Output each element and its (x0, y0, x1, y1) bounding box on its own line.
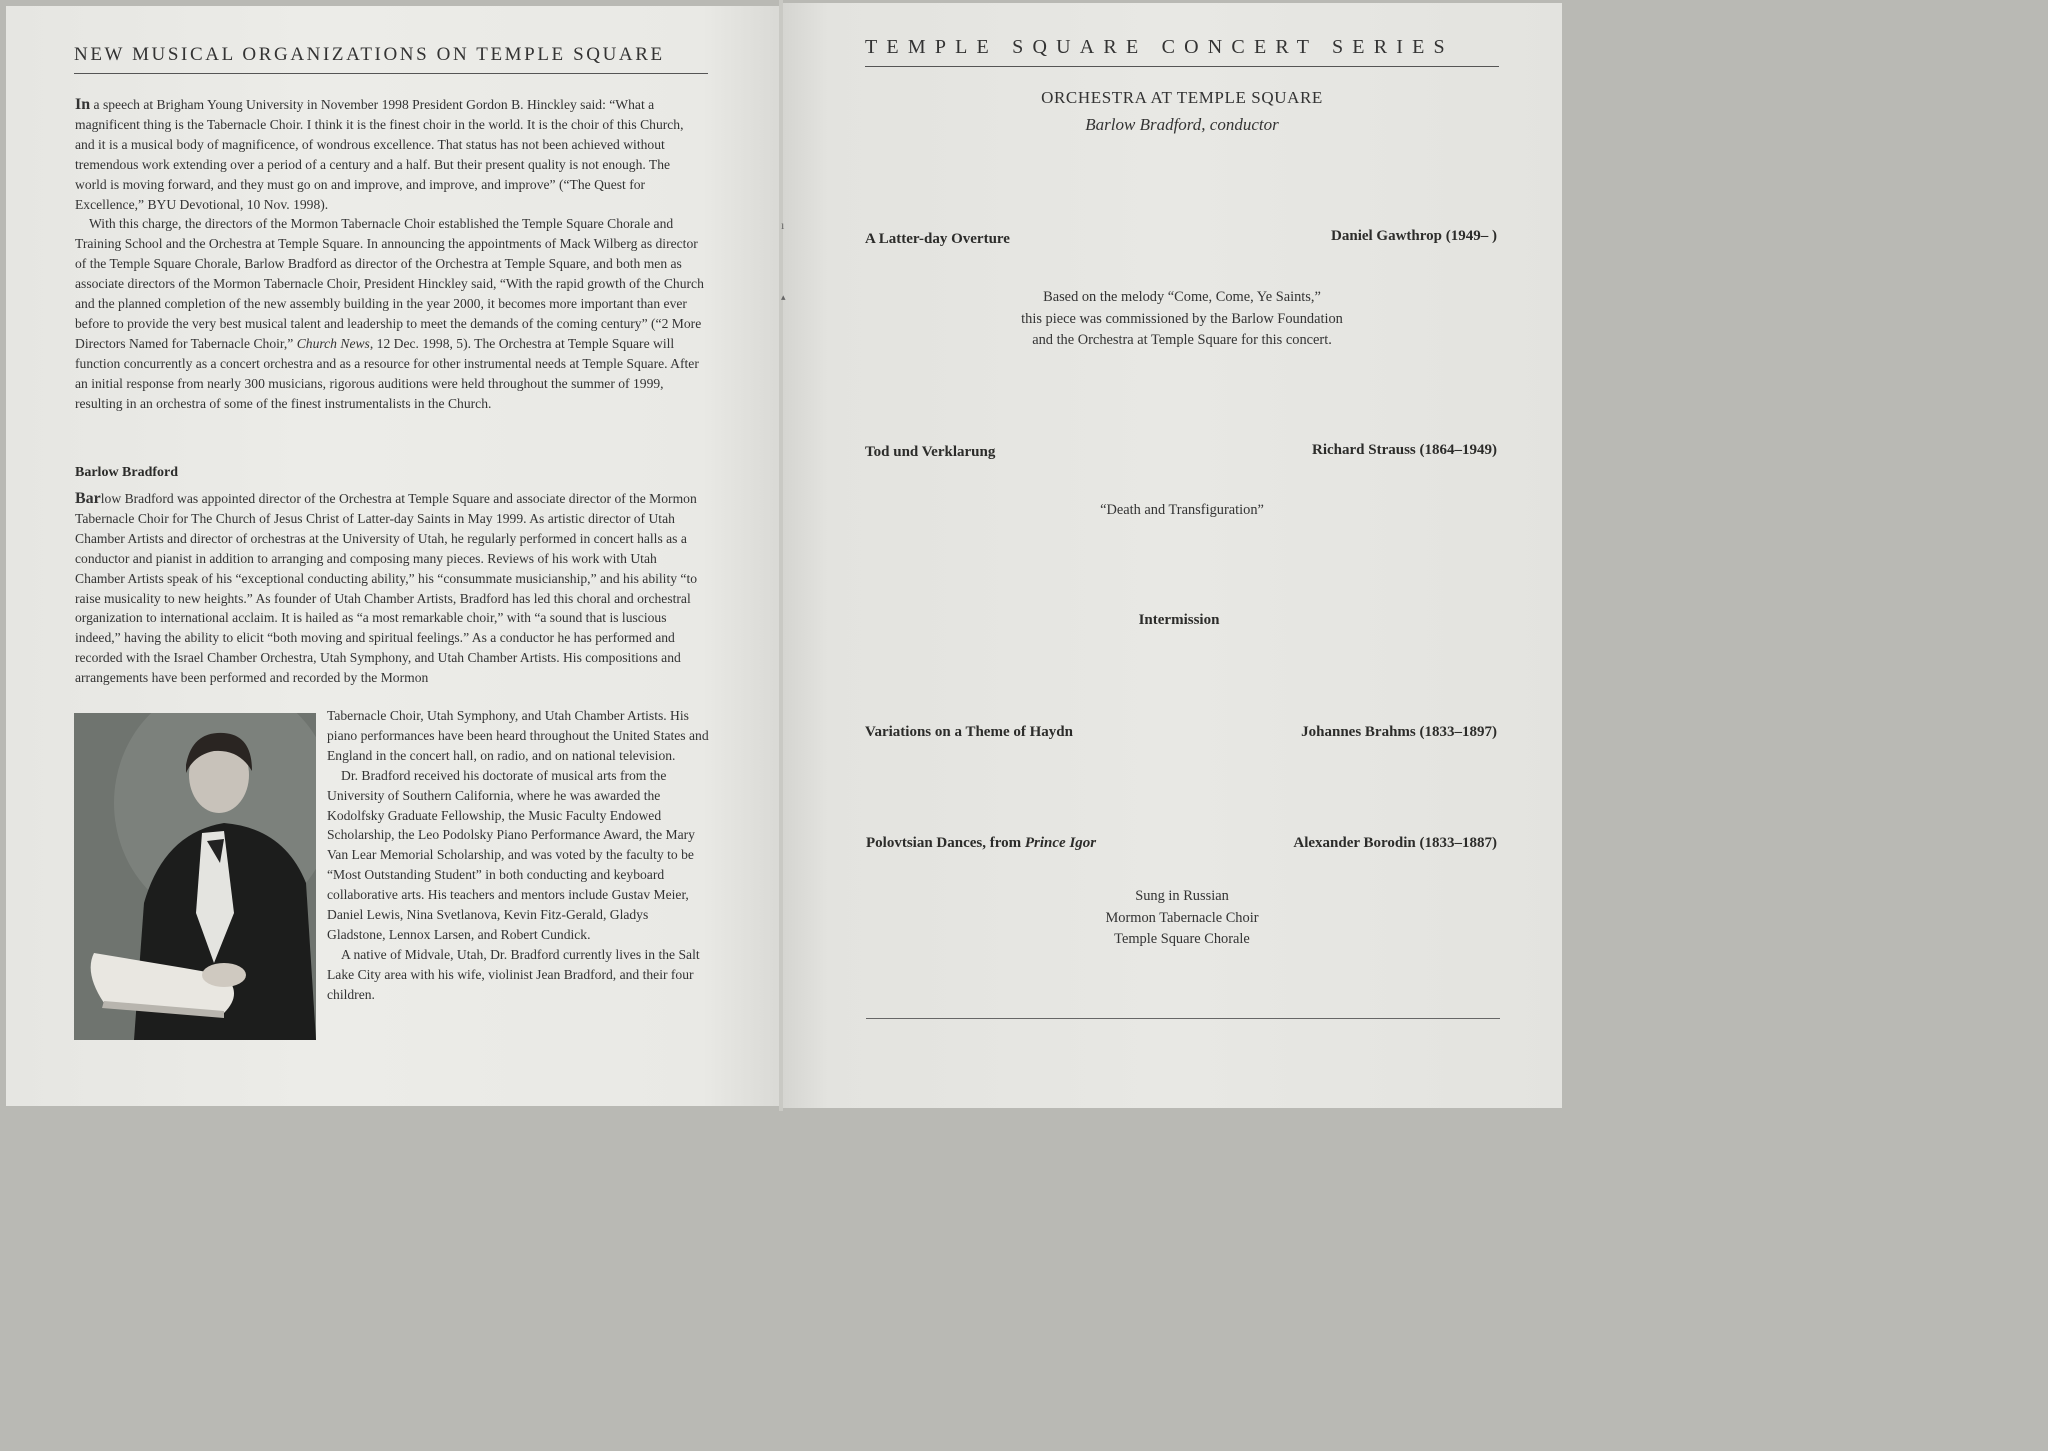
program-note-line: “Death and Transfiguration” (1100, 502, 1264, 518)
intro-paragraph-2 (75, 214, 705, 413)
intermission-label: Intermission (1138, 612, 1220, 628)
intro-paragraph-2-text-a: With this charge, the directors of the Mormon Tabernacle Choir established the Temple Square Chorale and Training School and the Orchestra at Temple Square. In announcing the appointments of Mack Wilberg as director of the Temple Square Chorale, Barlow Bradford as director of the Orchestra at Temple Square, and both men as associate directors of the Mormon Tabernacle Choir, President Hinckley said, “With the rapid growth of the Church and the planned completion of the new assembly building in the year 2000, it becomes more important than ever before to provide the very best musical talent and leadership to meet the demands of the coming century” (“2 More Directors Named for Tabernacle Choir,” (75, 216, 704, 351)
right-header-rule (865, 66, 1499, 67)
bio-paragraph-1 (75, 489, 707, 688)
program-item-title: Variations on a Theme of Haydn (865, 724, 1073, 740)
intro-text (75, 95, 705, 414)
left-header-rule (74, 73, 708, 74)
bio-dropcap: Bar (75, 490, 101, 507)
program-note-line: this piece was commissioned by the Barlow Foundation (1021, 310, 1343, 327)
program-item-notes (865, 886, 1499, 951)
page-edge-mark: ı (781, 218, 785, 232)
left-page-header: NEW MUSICAL ORGANIZATIONS ON TEMPLE SQUARE (74, 44, 665, 65)
program-item-title-italic: Prince Igor (1024, 835, 1097, 851)
bio-paragraph-1-text: low Bradford was appointed director of the Orchestra at Temple Square and associate director of the Mormon Tabernacle Choir for The Church of Jesus Christ of Latter-day Saints in May 1999. As artistic director of Utah Chamber Artists and director of orchestras at the University of Utah, he regularly performed in concert halls as a conductor and pianist in addition to arranging and composing many pieces. Reviews of his work with Utah Chamber Artists speak of his “exceptional conducting ability,” his “consummate musicianship,” and his ability “to raise musicality to new heights.” As founder of Utah Chamber Artists, Bradford has led this choral and orchestral organization to international acclaim. It is hailed as “a most remarkable choir,” with “a sound that is luscious indeed,” having the ability to elicit “both moving and spiritual feelings.” As a conductor he has performed and recorded with the Israel Chamber Orchestra, Utah Symphony, and Utah Chamber Artists. His compositions and arrangements have been performed and recorded by the Mormon (75, 491, 698, 686)
program-note-line: Mormon Tabernacle Choir (1105, 909, 1259, 926)
program-item-title (866, 835, 1096, 852)
program-note-line: Sung in Russian (1135, 888, 1229, 904)
bio-paragraph-3: A native of Midvale, Utah, Dr. Bradford currently lives in the Salt Lake City area with his wife, violinist Jean Bradford, and their four children. (327, 946, 700, 1002)
program-item-title: A Latter-day Overture (865, 231, 1010, 247)
intro-citation-italic: Church News (296, 335, 370, 351)
intro-paragraph-2-text-b: , 12 Dec. 1998, 5). The Orchestra at Temple Square will function concurrently as a concert orchestra and as a resource for other instrumental needs at Temple Square. After an initial response from nearly 300 musicians, rigorous auditions were held throughout the summer of 1999, resulting in an orchestra of some of the finest instrumentalists in the Church. (75, 335, 699, 411)
conductor-photo (74, 713, 316, 1040)
program-item-composer: Daniel Gawthrop (1949– ) (1331, 228, 1497, 244)
program-item-notes (865, 287, 1499, 352)
intro-paragraph-1 (75, 95, 705, 214)
bio-paragraph-2: Dr. Bradford received his doctorate of musical arts from the University of Southern California, where he was awarded the Kodolfsky Graduate Fellowship, the Music Faculty Endowed Scholarship, the Leo Podolsky Piano Performance Award, the Mary Van Lear Memorial Scholarship, and was voted by the faculty to be “Most Outstanding Student” in both conducting and keyboard collaborative arts. His teachers and mentors include Gustav Meier, Daniel Lewis, Nina Svetlanova, Kevin Fitz-Gerald, Gladys Gladstone, Lennox Larsen, and Robert Cundick. (327, 767, 695, 942)
ensemble-name: ORCHESTRA AT TEMPLE SQUARE (1041, 88, 1323, 107)
conductor-portrait-image (74, 713, 316, 1040)
program-note-line: Based on the melody “Come, Come, Ye Saints,” (1043, 289, 1321, 305)
conductor-credit: Barlow Bradford, conductor (1085, 115, 1279, 134)
gutter (779, 0, 783, 1111)
bio-paragraph-1-continued: Tabernacle Choir, Utah Symphony, and Utah Chamber Artists. His piano performances have been heard throughout the United States and England in the concert hall, on radio, and on national television. (327, 708, 709, 763)
right-page-header: TEMPLE SQUARE CONCERT SERIES (865, 36, 1454, 58)
page-edge-mark: ▴ (781, 292, 786, 302)
program-bottom-rule (866, 1018, 1500, 1019)
bio-continued (327, 706, 709, 1005)
program-note-line: Temple Square Chorale (1114, 931, 1250, 947)
program-item-composer: Alexander Borodin (1833–1887) (1293, 835, 1497, 851)
program-item-title-prefix: Polovtsian Dances, from (866, 835, 1025, 851)
program-item-notes (865, 500, 1499, 522)
program-note-line: and the Orchestra at Temple Square for this concert. (1032, 332, 1332, 348)
program-item-composer: Richard Strauss (1864–1949) (1311, 442, 1497, 458)
bio-subhead: Barlow Bradford (75, 465, 179, 480)
program-item-title: Tod und Verklarung (865, 444, 996, 460)
intro-paragraph-1-text: a speech at Brigham Young University in November 1998 President Gordon B. Hinckley said: “What a magnificent thing is the Tabernacle Choir. I think it is the finest choir in the world. It is the choir of this Church, and it is a musical body of magnificence, of wondrous excellence. That status has not been achieved without tremendous work extending over a period of a century and a half. But their present quality is not enough. The world is moving forward, and they must go on and improve, and improve, and improve” (“The Quest for Excellence,” BYU Devotional, 10 Nov. 1998). (75, 97, 684, 212)
intro-dropcap: In (75, 96, 91, 113)
program-item-composer: Johannes Brahms (1833–1897) (1301, 724, 1497, 740)
